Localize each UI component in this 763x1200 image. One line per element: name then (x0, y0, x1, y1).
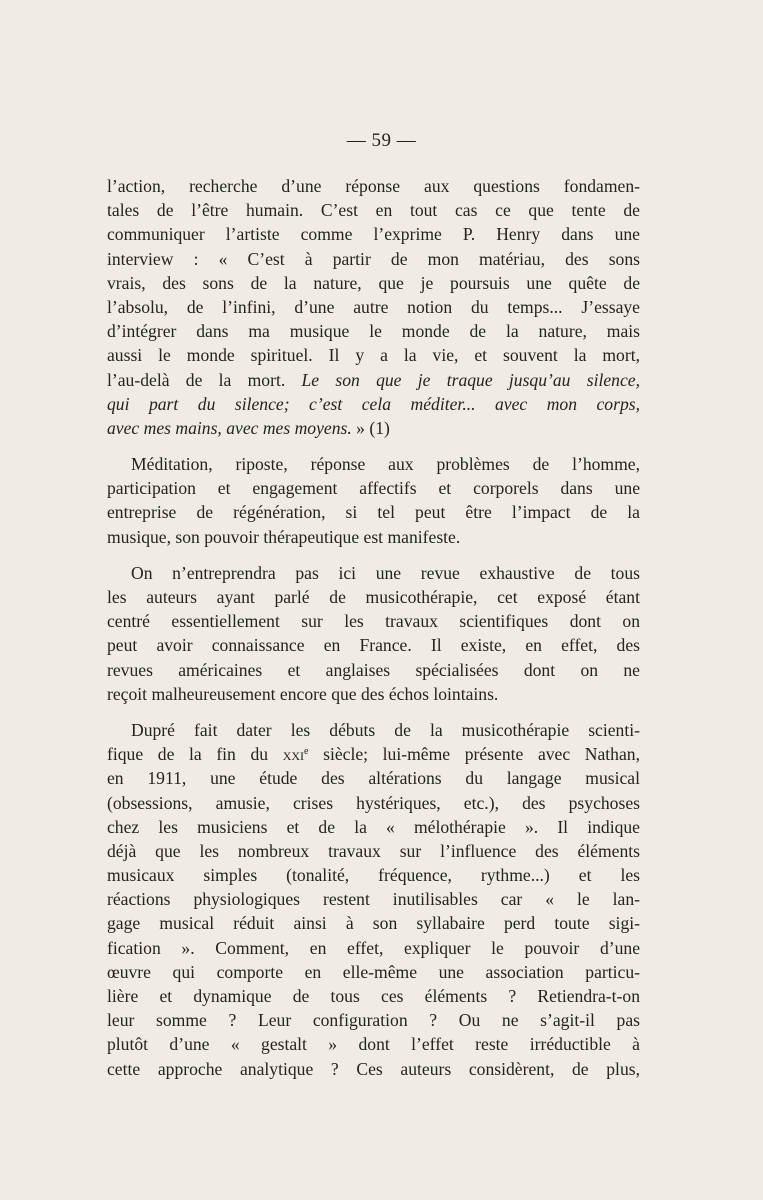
text-line: interview : « C’est à partir de mon matériau, des sons (107, 248, 640, 269)
text-line: reçoit malheureusement encore que des échos lointains. (107, 683, 499, 704)
paragraph-1 (107, 174, 640, 440)
text-line: participation et engagement affectifs et corporels dans une (107, 478, 640, 499)
text-line: musicaux simples (tonalité, fréquence, rythme...) et les (107, 865, 640, 886)
paragraph-3 (107, 561, 640, 706)
text-line: fication ». Comment, en effet, expliquer le pouvoir d’une (107, 937, 640, 958)
text-line: l’absolu, de l’infini, d’une autre notion du temps... J’essaye (107, 296, 640, 317)
text-line: tales de l’être humain. C’est en tout cas ce que tente de (107, 200, 640, 221)
text-line (107, 368, 640, 392)
text-line: leur somme ? Leur configuration ? Ou ne s’agit-il pas (107, 1010, 640, 1031)
text-run: l’au-delà de la mort. (107, 369, 302, 390)
text-line: communiquer l’artiste comme l’exprime P. Henry dans une (107, 224, 640, 245)
text-line (107, 416, 640, 440)
text-line: réactions physiologiques restent inutilisables car « le lan- (107, 889, 640, 910)
text-line: vrais, des sons de la nature, que je poursuis une quête de (107, 272, 640, 293)
text-line: œuvre qui comporte en elle-même une association particu- (107, 961, 640, 982)
text-line: chez les musiciens et de la « mélothérapie ». Il indique (107, 816, 640, 837)
text-line: gage musical réduit ainsi à son syllabaire perd toute sigi- (107, 913, 640, 934)
text-line: centré essentiellement sur les travaux scientifiques dont on (107, 611, 640, 632)
text-line: en 1911, une étude des altérations du langage musical (107, 768, 640, 789)
text-line: cette approche analytique ? Ces auteurs considèrent, de plus, (107, 1058, 640, 1079)
quote-italic: qui part du silence; c’est cela méditer... avec mon corps, (107, 393, 640, 414)
text-line (107, 392, 640, 416)
quote-italic: avec mes mains, avec mes moyens. (107, 417, 352, 438)
footnote-ref: » (1) (351, 417, 390, 438)
text-line (107, 742, 640, 766)
quote-italic: Le son que je traque jusqu’au silence, (301, 369, 640, 390)
page-number: — 59 — (346, 130, 417, 151)
text-line: musique, son pouvoir thérapeutique est manifeste. (107, 526, 461, 547)
text-line: plutôt d’une « gestalt » dont l’effet reste irréductible à (107, 1034, 640, 1055)
text-line: revues américaines et anglaises spécialisées dont on ne (107, 659, 640, 680)
paragraph-4 (107, 718, 640, 1081)
ordinal-superscript: e (304, 746, 309, 758)
text-line: Dupré fait dater les débuts de la musicothérapie scienti- (131, 719, 640, 740)
text-run: siècle; lui-même présente avec Nathan, (308, 744, 640, 765)
text-line: Méditation, riposte, réponse aux problèmes de l’homme, (131, 454, 640, 475)
text-line: On n’entreprendra pas ici une revue exhaustive de tous (131, 562, 640, 583)
text-line: aussi le monde spirituel. Il y a la vie, et souvent la mort, (107, 345, 640, 366)
century-numeral: xxi (282, 744, 305, 765)
text-line: d’intégrer dans ma musique le monde de la nature, mais (107, 321, 640, 342)
text-run: fique de la fin du (107, 744, 283, 765)
text-line: l’action, recherche d’une réponse aux questions fondamen- (107, 176, 640, 196)
body-text (107, 174, 640, 1081)
text-line: (obsessions, amusie, crises hystériques, etc.), des psychoses (107, 792, 640, 813)
text-line: les auteurs ayant parlé de musicothérapie, cet exposé étant (107, 587, 640, 607)
text-line: peut avoir connaissance en France. Il existe, en effet, des (107, 635, 640, 656)
paragraph-2 (107, 452, 640, 549)
text-line: lière et dynamique de tous ces éléments ? Retiendra-t-on (107, 986, 640, 1006)
text-line: déjà que les nombreux travaux sur l’influence des éléments (107, 840, 640, 861)
text-line: entreprise de régénération, si tel peut être l’impact de la (107, 502, 640, 523)
